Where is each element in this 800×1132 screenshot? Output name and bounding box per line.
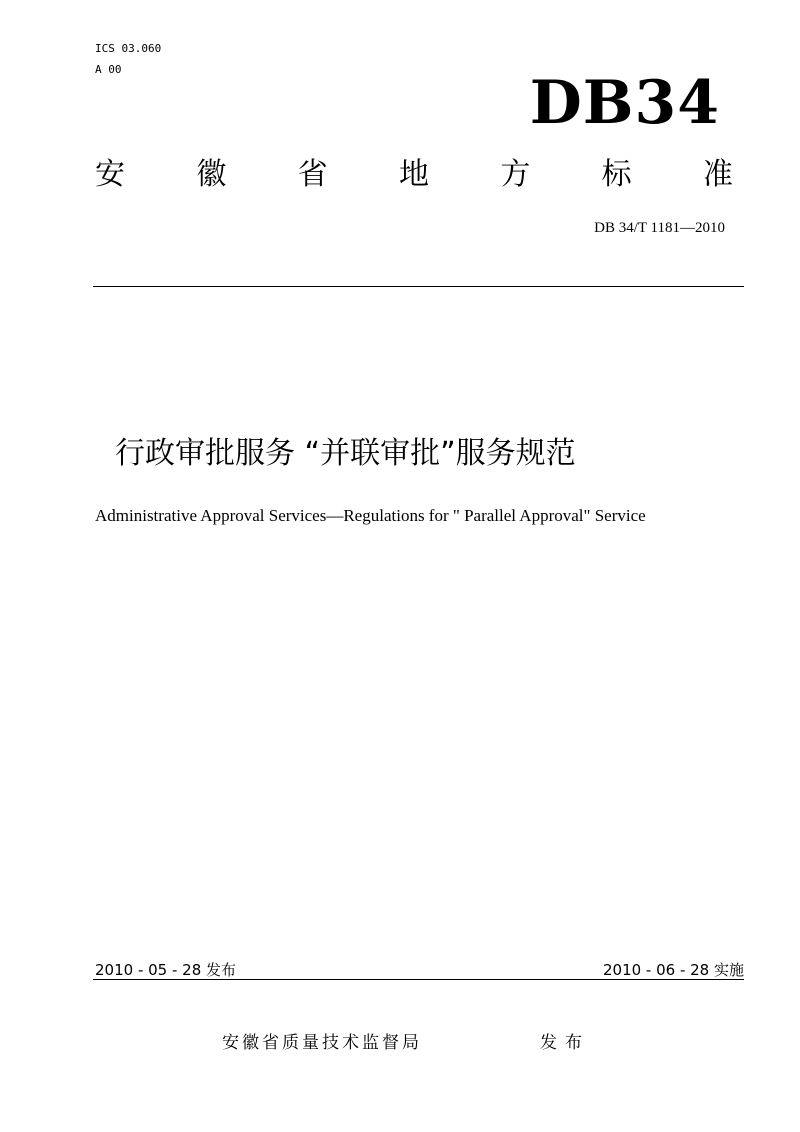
standard-type-char: 安: [95, 157, 125, 192]
standard-type-char: 标: [601, 157, 632, 192]
standard-type-char: 省: [297, 157, 328, 192]
issuer-action: 发布: [540, 1033, 590, 1053]
title-chinese: 行政审批服务 “并联审批”服务规范: [115, 436, 576, 471]
standard-type-char: 徽: [196, 157, 227, 192]
standard-type-char: 地: [398, 157, 429, 192]
standard-type-char: 方: [500, 157, 531, 192]
issuing-authority: 安徽省质量技术监督局: [222, 1033, 422, 1053]
standard-number: DB 34/T 1181—2010: [594, 220, 725, 236]
implementation-date: 2010 - 06 - 28 实施: [602, 961, 744, 979]
issue-date: 2010 - 05 - 28 发布: [95, 961, 237, 979]
ics-code: ICS 03.060: [95, 42, 162, 55]
category-code: A 00: [95, 63, 122, 76]
header-divider: [93, 286, 744, 287]
footer-divider: [93, 979, 744, 980]
title-english: Administrative Approval Services—Regulations for " Parallel Approval" Service: [95, 506, 646, 525]
standard-type-char: 准: [702, 157, 733, 192]
standard-type-heading: [95, 155, 733, 195]
standard-code-logo: DB34: [529, 68, 720, 138]
